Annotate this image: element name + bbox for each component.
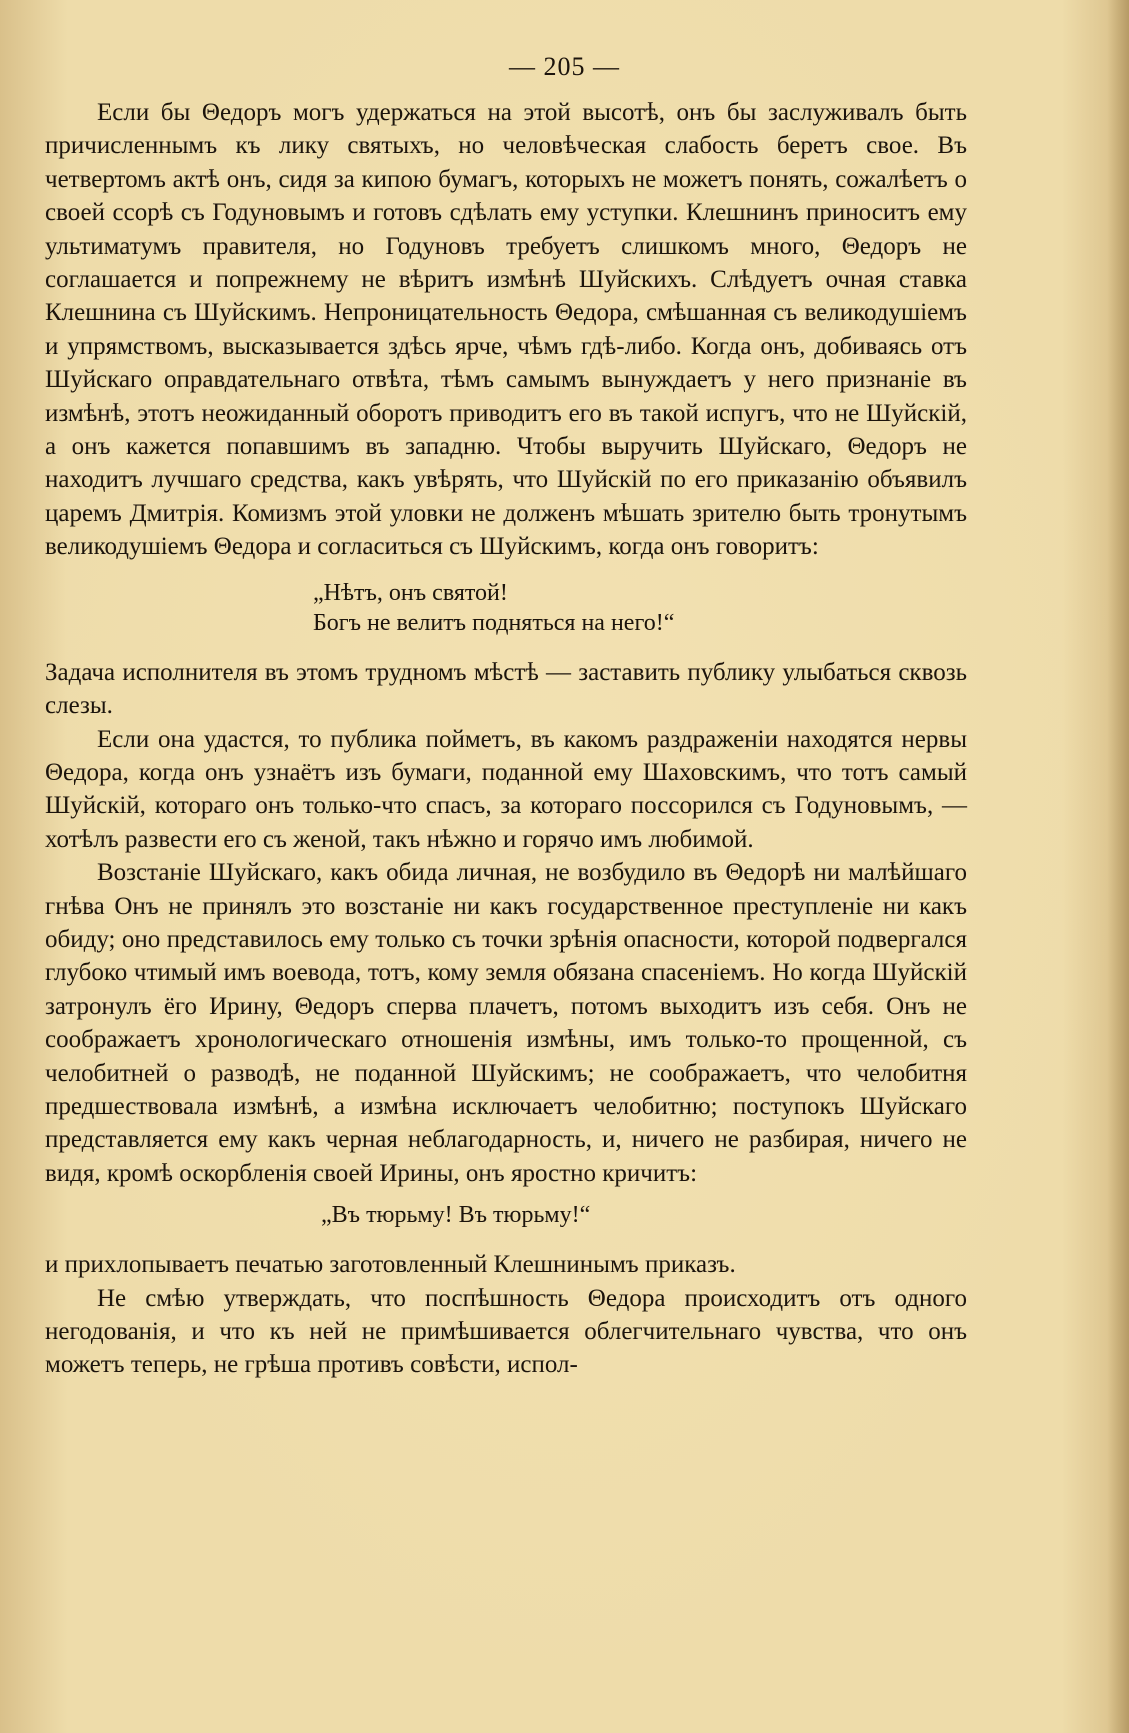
paragraph-3: Если она удастся, то публика пойметъ, въ какомъ раздраженіи находятся нервы Θедора, когда онъ узнаётъ изъ бумаги, поданной ему Шаховскимъ, что тотъ самый Шуйскій, котораго онъ только-что спасъ, за котораго поссорился съ Годуновымъ, — хотѣлъ развести его съ женой, такъ нѣжно и горячо имъ любимой. [45,725,967,853]
paragraph-1: Если бы Θедоръ могъ удержаться на этой высотѣ, онъ бы заслуживалъ быть причисленнымъ къ лику святыхъ, но человѣческая слабость беретъ свое. Въ четвертомъ актѣ онъ, сидя за кипою бумагъ, которыхъ не можетъ понять, сожалѣетъ о своей ссорѣ съ Годуновымъ и готовъ сдѣлать ему уступки. Клешнинъ приноситъ ему ультиматумъ правителя, но Годуновъ требуетъ слишкомъ много, Θедоръ не соглашается и попрежнему не вѣритъ измѣнѣ Шуйскихъ. Слѣдуетъ очная ставка Клешнина съ Шуйскимъ. Непроницательность Θедора, смѣшанная съ великодушіемъ и упрямствомъ, высказывается здѣсь ярче, чѣмъ гдѣ-либо. Когда онъ, добиваясь отъ Шуйскаго оправдательнаго отвѣта, тѣмъ самымъ вынуждаетъ у него признаніе въ измѣнѣ, этотъ неожиданный оборотъ приводитъ его въ такой испугъ, что не Шуйскій, а онъ кажется попавшимъ въ западню. Чтобы выручить Шуйскаго, Θедоръ не находитъ лучшаго средства, какъ увѣрять, что Шуйскій по его приказанію объявилъ царемъ Дмитрія. Комизмъ этой уловки не долженъ мѣшать зрителю быть тронутымъ великодушіемъ Θедора и согласиться съ Шуйскимъ, когда онъ говоритъ: [45,99,967,561]
verse-quote-1-line-2: Богъ не велитъ подняться на него!“ [313,609,675,636]
verse-quote-1-line-1: „Нѣтъ, онъ святой! [313,579,508,606]
paragraph-5: и прихлопываетъ печатью заготовленный Клешнинымъ приказъ. [45,1251,736,1279]
paragraph-2: Задача исполнителя въ этомъ трудномъ мѣстѣ — заставить публику улыбаться сквозь слезы. [45,658,967,720]
verse-quote-1 [45,578,967,638]
verse-quote-2-line: „Въ тюрьму! Въ тюрьму!“ [321,1202,591,1229]
page-body [45,96,967,1382]
page-edge-shadow [1107,0,1129,1733]
paragraph-4: Возстаніе Шуйскаго, какъ обида личная, не возбудило въ Θедорѣ ни малѣйшаго гнѣва Онъ не принялъ это возстаніе ни какъ государственное преступленіе ни какъ обиду; оно представилось ему только съ точки зрѣнія опасности, которой подвергался глубоко чтимый имъ воевода, тотъ, кому земля обязана спасеніемъ. Но когда Шуйскій затронулъ ёго Ирину, Θедоръ сперва плачетъ, потомъ выходитъ изъ себя. Онъ не соображаетъ хронологическаго отношенія измѣны, имъ только-то прощенной, съ челобитней о разводѣ, не поданной Шуйскимъ; не соображаетъ, что челобитня предшествовала измѣнѣ, а измѣна исключаетъ челобитню; поступокъ Шуйскаго представляется ему какъ черная неблагодарность, и, ничего не разбирая, ничего не видя, кромѣ оскорбленія своей Ирины, онъ яростно кричитъ: [45,859,967,1187]
verse-quote-2 [45,1200,967,1230]
paragraph-6: Не смѣю утверждать, что поспѣшность Θедора происходитъ отъ одного негодованія, и что къ ней не примѣшивается облегчительнаго чувства, что онъ можетъ теперь, не грѣша противъ совѣсти, испол- [45,1284,967,1379]
page-number: — 205 — [509,52,620,81]
